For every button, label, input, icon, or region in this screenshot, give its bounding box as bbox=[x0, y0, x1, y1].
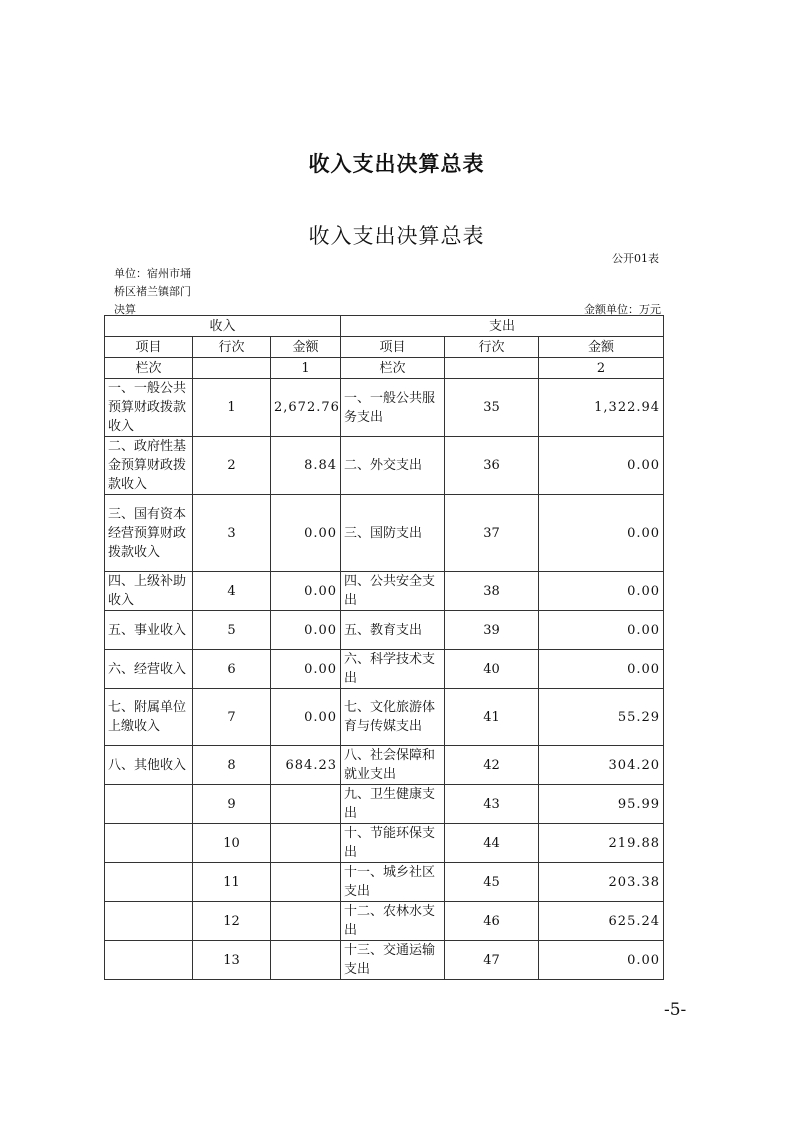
income-row-no-cell: 11 bbox=[193, 863, 271, 902]
table-row bbox=[105, 495, 664, 572]
income-amount-cell bbox=[271, 863, 341, 902]
income-row-no-cell: 10 bbox=[193, 824, 271, 863]
col-header-exp-item: 项目 bbox=[341, 337, 445, 358]
expense-row-no-cell: 44 bbox=[445, 824, 539, 863]
index-income-col: 1 bbox=[271, 358, 341, 379]
income-item-cell bbox=[105, 941, 193, 980]
income-expense-table bbox=[104, 315, 664, 980]
expense-amount-cell: 0.00 bbox=[539, 437, 664, 495]
expense-amount-cell: 95.99 bbox=[539, 785, 664, 824]
expense-amount-cell: 304.20 bbox=[539, 746, 664, 785]
expense-amount-cell: 203.38 bbox=[539, 863, 664, 902]
income-item-cell: 七、附属单位上缴收入 bbox=[105, 689, 193, 746]
table-row bbox=[105, 379, 664, 437]
index-income-row-blank bbox=[193, 358, 271, 379]
expense-amount-cell: 1,322.94 bbox=[539, 379, 664, 437]
income-amount-cell: 0.00 bbox=[271, 689, 341, 746]
expense-row-no-cell: 46 bbox=[445, 902, 539, 941]
income-row-no-cell: 2 bbox=[193, 437, 271, 495]
table-row bbox=[105, 902, 664, 941]
table-row bbox=[105, 785, 664, 824]
income-item-cell bbox=[105, 785, 193, 824]
income-item-cell: 四、上级补助收入 bbox=[105, 572, 193, 611]
page-number: -5- bbox=[664, 1000, 687, 1020]
income-row-no-cell: 13 bbox=[193, 941, 271, 980]
income-item-cell: 六、经营收入 bbox=[105, 650, 193, 689]
expense-item-cell: 六、科学技术支出 bbox=[341, 650, 445, 689]
income-row-no-cell: 6 bbox=[193, 650, 271, 689]
expense-amount-cell: 0.00 bbox=[539, 941, 664, 980]
expense-row-no-cell: 35 bbox=[445, 379, 539, 437]
table-row bbox=[105, 572, 664, 611]
income-item-cell bbox=[105, 824, 193, 863]
expense-amount-cell: 55.29 bbox=[539, 689, 664, 746]
expense-item-cell: 九、卫生健康支出 bbox=[341, 785, 445, 824]
expense-item-cell: 一、一般公共服务支出 bbox=[341, 379, 445, 437]
expense-item-cell: 五、教育支出 bbox=[341, 611, 445, 650]
col-header-exp-row-no: 行次 bbox=[445, 337, 539, 358]
table-row bbox=[105, 824, 664, 863]
form-code: 公开01表 bbox=[612, 252, 659, 265]
income-amount-cell: 8.84 bbox=[271, 437, 341, 495]
table-row bbox=[105, 650, 664, 689]
income-amount-cell: 0.00 bbox=[271, 611, 341, 650]
expense-item-cell: 十二、农林水支出 bbox=[341, 902, 445, 941]
expense-amount-cell: 0.00 bbox=[539, 495, 664, 572]
income-item-cell bbox=[105, 863, 193, 902]
income-row-no-cell: 12 bbox=[193, 902, 271, 941]
expense-amount-cell: 219.88 bbox=[539, 824, 664, 863]
income-row-no-cell: 4 bbox=[193, 572, 271, 611]
expense-item-cell: 十三、交通运输支出 bbox=[341, 941, 445, 980]
income-item-cell: 一、一般公共预算财政拨款收入 bbox=[105, 379, 193, 437]
expense-item-cell: 四、公共安全支出 bbox=[341, 572, 445, 611]
table-row bbox=[105, 746, 664, 785]
income-row-no-cell: 1 bbox=[193, 379, 271, 437]
income-item-cell: 三、国有资本经营预算财政拨款收入 bbox=[105, 495, 193, 572]
income-row-no-cell: 9 bbox=[193, 785, 271, 824]
table-row bbox=[105, 863, 664, 902]
income-amount-cell: 2,672.76 bbox=[271, 379, 341, 437]
income-item-cell bbox=[105, 902, 193, 941]
expense-row-no-cell: 45 bbox=[445, 863, 539, 902]
section-header-row bbox=[105, 316, 664, 337]
expense-row-no-cell: 40 bbox=[445, 650, 539, 689]
expense-row-no-cell: 47 bbox=[445, 941, 539, 980]
income-row-no-cell: 8 bbox=[193, 746, 271, 785]
index-expense-col: 2 bbox=[539, 358, 664, 379]
col-header-exp-amount: 金额 bbox=[539, 337, 664, 358]
income-amount-cell: 0.00 bbox=[271, 650, 341, 689]
table-title: 收入支出决算总表 bbox=[308, 224, 485, 248]
expense-item-cell: 十、节能环保支出 bbox=[341, 824, 445, 863]
expense-row-no-cell: 42 bbox=[445, 746, 539, 785]
index-income-label: 栏次 bbox=[105, 358, 193, 379]
amount-unit-label: 金额单位：万元 bbox=[584, 303, 661, 316]
table-row bbox=[105, 941, 664, 980]
income-amount-cell: 0.00 bbox=[271, 495, 341, 572]
expense-row-no-cell: 36 bbox=[445, 437, 539, 495]
expense-header: 支出 bbox=[341, 316, 664, 337]
expense-amount-cell: 0.00 bbox=[539, 611, 664, 650]
income-amount-cell: 0.00 bbox=[271, 572, 341, 611]
income-item-cell: 二、政府性基金预算财政拨款收入 bbox=[105, 437, 193, 495]
income-header: 收入 bbox=[105, 316, 341, 337]
index-row bbox=[105, 358, 664, 379]
expense-row-no-cell: 43 bbox=[445, 785, 539, 824]
page-heading: 收入支出决算总表 bbox=[308, 152, 485, 176]
expense-item-cell: 八、社会保障和就业支出 bbox=[341, 746, 445, 785]
table-row bbox=[105, 611, 664, 650]
expense-row-no-cell: 37 bbox=[445, 495, 539, 572]
expense-amount-cell: 0.00 bbox=[539, 572, 664, 611]
index-expense-row-blank bbox=[445, 358, 539, 379]
unit-label: 单位：宿州市埇桥区褚兰镇部门决算 bbox=[114, 267, 191, 316]
col-header-item: 项目 bbox=[105, 337, 193, 358]
income-amount-cell bbox=[271, 902, 341, 941]
expense-row-no-cell: 38 bbox=[445, 572, 539, 611]
income-amount-cell bbox=[271, 824, 341, 863]
income-row-no-cell: 5 bbox=[193, 611, 271, 650]
col-header-row-no: 行次 bbox=[193, 337, 271, 358]
table-row bbox=[105, 689, 664, 746]
expense-amount-cell: 0.00 bbox=[539, 650, 664, 689]
income-amount-cell bbox=[271, 941, 341, 980]
expense-row-no-cell: 39 bbox=[445, 611, 539, 650]
table-row bbox=[105, 437, 664, 495]
expense-item-cell: 三、国防支出 bbox=[341, 495, 445, 572]
income-amount-cell bbox=[271, 785, 341, 824]
income-item-cell: 五、事业收入 bbox=[105, 611, 193, 650]
expense-item-cell: 十一、城乡社区支出 bbox=[341, 863, 445, 902]
expense-amount-cell: 625.24 bbox=[539, 902, 664, 941]
income-row-no-cell: 7 bbox=[193, 689, 271, 746]
column-header-row bbox=[105, 337, 664, 358]
col-header-amount: 金额 bbox=[271, 337, 341, 358]
expense-item-cell: 二、外交支出 bbox=[341, 437, 445, 495]
expense-item-cell: 七、文化旅游体育与传媒支出 bbox=[341, 689, 445, 746]
income-row-no-cell: 3 bbox=[193, 495, 271, 572]
income-item-cell: 八、其他收入 bbox=[105, 746, 193, 785]
expense-row-no-cell: 41 bbox=[445, 689, 539, 746]
income-amount-cell: 684.23 bbox=[271, 746, 341, 785]
index-expense-label: 栏次 bbox=[341, 358, 445, 379]
